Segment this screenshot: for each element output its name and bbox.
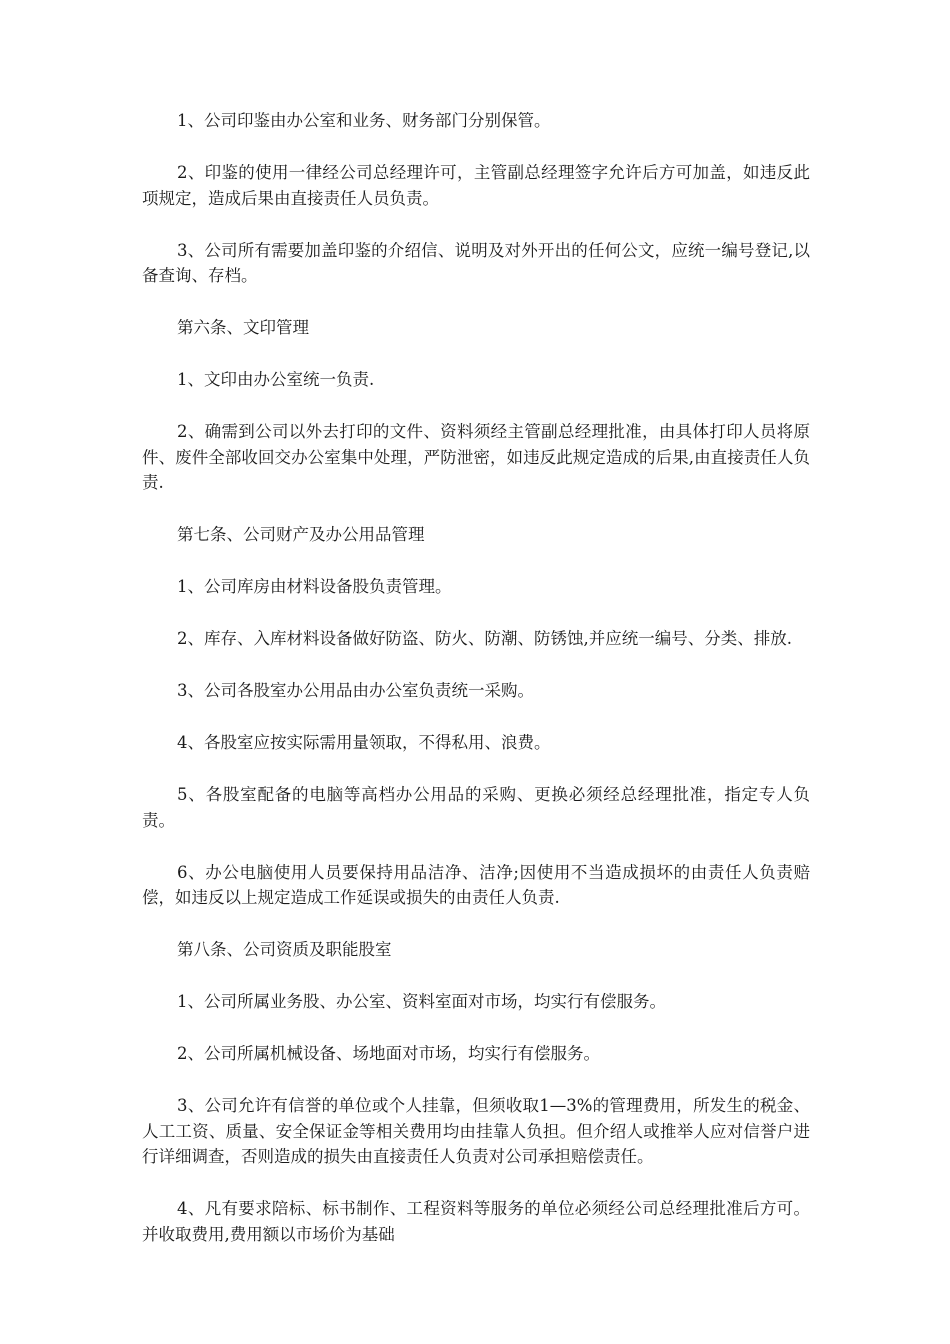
- paragraph-external-printing: 2、确需到公司以外去打印的文件、资料须经主管副总经理批准，由具体打印人员将原件、废件全部收回交办公室集中处理，严防泄密，如违反此规定造成的后果,由直接责任人负责.: [142, 422, 810, 492]
- paragraph-affiliation: 3、公司允许有信誉的单位或个人挂靠，但须收取1—3%的管理费用，所发生的税金、人工工资、质量、安全保证金等相关费用均由挂靠人负担。但介绍人或推举人应对信誉户进行详细调查，否则造成的损失由直接责任人负责对公司承担赔偿责任。: [142, 1096, 810, 1166]
- paragraph-supplies-usage: 4、各股室应按实际需用量领取，不得私用、浪费。: [177, 733, 551, 752]
- paragraph-computer-purchase: 5、各股室配备的电脑等高档办公用品的采购、更换必须经总经理批准，指定专人负责。: [142, 785, 810, 830]
- paragraph-seal-custody: 1、公司印鉴由办公室和业务、财务部门分别保管。: [177, 111, 551, 130]
- paragraph-printing-office: 1、文印由办公室统一负责.: [177, 370, 375, 389]
- section-heading-article-8: 第八条、公司资质及职能股室: [177, 940, 392, 959]
- section-heading-article-6: 第六条、文印管理: [177, 318, 309, 337]
- paragraph-office-supplies-purchase: 3、公司各股室办公用品由办公室负责统一采购。: [177, 681, 534, 700]
- paragraph-seal-usage: 2、印鉴的使用一律经公司总经理许可，主管副总经理签字允许后方可加盖，如违反此项规定，造成后果由直接责任人员负责。: [142, 163, 810, 208]
- paragraph-paid-services: 1、公司所属业务股、办公室、资料室面对市场，均实行有偿服务。: [177, 992, 666, 1011]
- paragraph-bidding-services: 4、凡有要求陪标、标书制作、工程资料等服务的单位必须经公司总经理批准后方可。并收取费用,费用额以市场价为基础: [142, 1199, 810, 1244]
- paragraph-seal-registration: 3、公司所有需要加盖印鉴的介绍信、说明及对外开出的任何公文，应统一编号登记,以备查询、存档。: [142, 240, 810, 285]
- paragraph-computer-care: 6、办公电脑使用人员要保持用品洁净、洁净;因使用不当造成损坏的由责任人负责赔偿，如违反以上规定造成工作延误或损失的由责任人负责.: [142, 862, 810, 907]
- section-heading-article-7: 第七条、公司财产及办公用品管理: [177, 525, 425, 544]
- paragraph-equipment-services: 2、公司所属机械设备、场地面对市场，均实行有偿服务。: [177, 1044, 600, 1063]
- document-body: [142, 108, 810, 1274]
- paragraph-inventory: 2、库存、入库材料设备做好防盗、防火、防潮、防锈蚀,并应统一编号、分类、排放.: [177, 629, 792, 648]
- paragraph-warehouse: 1、公司库房由材料设备股负责管理。: [177, 577, 452, 596]
